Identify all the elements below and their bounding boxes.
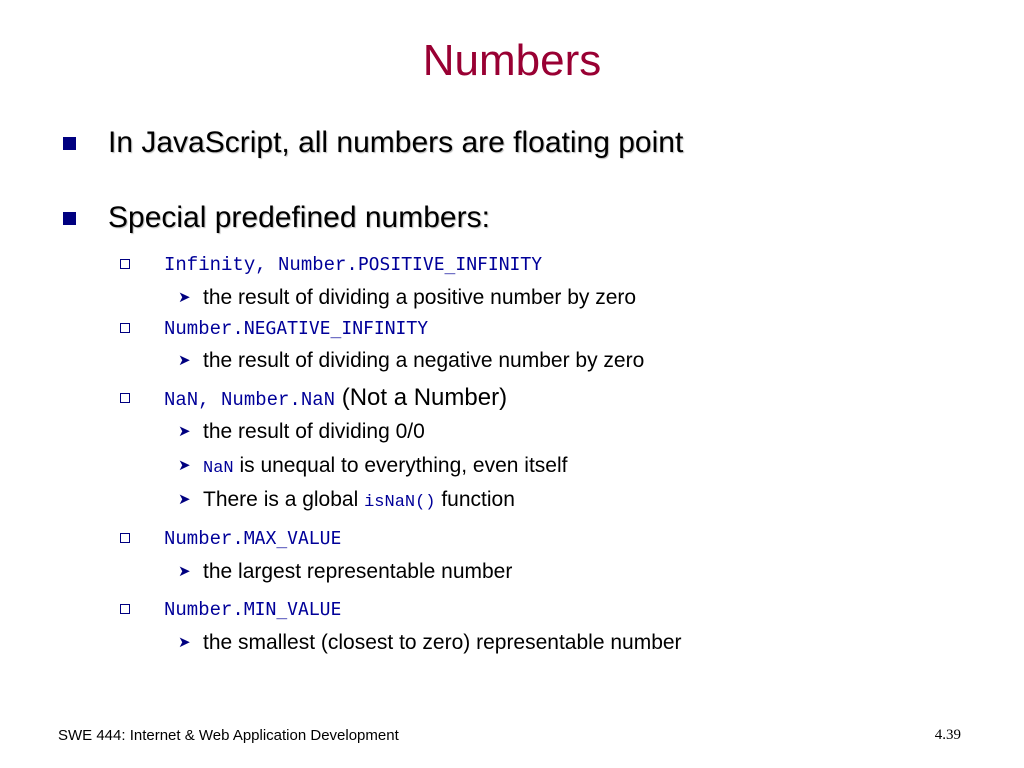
arrow-bullet-icon: ➤ bbox=[178, 352, 191, 369]
footer-page-number: 4.39 bbox=[934, 727, 961, 743]
arrow-bullet-icon: ➤ bbox=[178, 491, 191, 508]
subitem-label: Infinity, Number.POSITIVE_INFINITY bbox=[164, 254, 543, 276]
arrow-bullet-icon: ➤ bbox=[178, 457, 191, 474]
subitem-label: NaN, Number.NaN (Not a Number) bbox=[164, 384, 508, 411]
bullet-text: Special predefined numbers: bbox=[108, 201, 490, 234]
subitem-label: Number.NEGATIVE_INFINITY bbox=[164, 318, 429, 340]
square-bullet-icon bbox=[63, 212, 76, 225]
arrow-bullet-icon: ➤ bbox=[178, 634, 191, 651]
arrow-bullet-icon: ➤ bbox=[178, 289, 191, 306]
footer-course: SWE 444: Internet & Web Application Development bbox=[58, 727, 399, 744]
hollow-square-bullet-icon bbox=[120, 604, 130, 614]
hollow-square-bullet-icon bbox=[120, 393, 130, 403]
hollow-square-bullet-icon bbox=[120, 533, 130, 543]
subitem-label: Number.MAX_VALUE bbox=[164, 528, 342, 550]
slide-title: Numbers bbox=[422, 36, 602, 85]
subitem-label: Number.MIN_VALUE bbox=[164, 599, 342, 621]
arrow-bullet-icon: ➤ bbox=[178, 423, 191, 440]
arrow-bullet-icon: ➤ bbox=[178, 563, 191, 580]
square-bullet-icon bbox=[63, 137, 76, 150]
hollow-square-bullet-icon bbox=[120, 259, 130, 269]
hollow-square-bullet-icon bbox=[120, 323, 130, 333]
bullet-text: In JavaScript, all numbers are floating point bbox=[108, 126, 684, 159]
